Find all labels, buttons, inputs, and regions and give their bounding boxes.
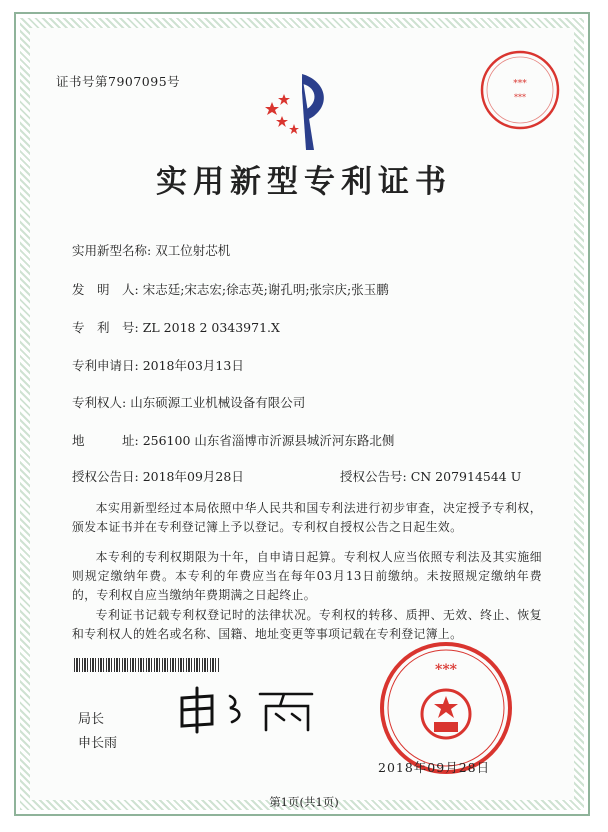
grant-date-value: 2018年09月28日 bbox=[142, 469, 244, 484]
application-date-value: 2018年03月13日 bbox=[142, 358, 244, 373]
paragraph-legal-status: 专利证书记载专利权登记时的法律状况。专利权的转移、质押、无效、终止、恢复和专利权人的姓名或名称、国籍、地址变更等事项记载在专利登记簿上。 bbox=[72, 608, 542, 641]
patent-number-label: 专 利 号: bbox=[72, 320, 139, 335]
director-name: 申长雨 bbox=[78, 736, 118, 751]
patent-number-row bbox=[72, 318, 280, 336]
certificate-number: 证书号第7907095号 bbox=[56, 74, 181, 89]
inventor-label: 发 明 人: bbox=[72, 282, 139, 297]
patentee-value: 山东硕源工业机械设备有限公司 bbox=[130, 395, 306, 410]
page-title: 实用新型专利证书 bbox=[156, 164, 452, 200]
inventor-value: 宋志廷;宋志宏;徐志英;谢孔明;张宗庆;张玉鹏 bbox=[142, 282, 389, 297]
address-value: 256100 山东省淄博市沂源县城沂河东路北侧 bbox=[142, 433, 395, 448]
address-label: 地 址: bbox=[72, 433, 139, 448]
utility-model-name-row bbox=[72, 241, 230, 259]
svg-text:***: *** bbox=[435, 662, 457, 678]
page-number: 第1页(共1页) bbox=[269, 795, 339, 809]
director-signature bbox=[172, 686, 322, 734]
grant-date-label: 授权公告日: bbox=[72, 469, 139, 484]
patentee-label: 专利权人: bbox=[72, 395, 127, 410]
name-value: 双工位射芯机 bbox=[155, 243, 231, 258]
patent-office-logo bbox=[262, 72, 336, 152]
barcode bbox=[74, 658, 219, 672]
national-ip-office-seal bbox=[378, 640, 514, 776]
svg-text:***: *** bbox=[513, 79, 527, 89]
director-title: 局长 bbox=[78, 712, 105, 727]
grant-date-row bbox=[72, 467, 244, 485]
patentee-row bbox=[72, 393, 305, 411]
paragraph-examination: 本实用新型经过本局依照中华人民共和国专利法进行初步审查，决定授予专利权，颁发本证书并在专利登记簿上予以登记。专利权自授权公告之日起生效。 bbox=[72, 501, 542, 534]
grant-number-label: 授权公告号: bbox=[340, 469, 407, 484]
patent-number-value: ZL 2018 2 0343971.X bbox=[142, 320, 280, 335]
svg-text:***: *** bbox=[514, 93, 526, 102]
inventor-row bbox=[72, 280, 389, 298]
seal-date: 2018年09月28日 bbox=[378, 760, 491, 775]
name-label: 实用新型名称: bbox=[72, 243, 152, 258]
grant-number-value: CN 207914544 U bbox=[410, 469, 522, 484]
director-block bbox=[78, 708, 117, 756]
application-date-label: 专利申请日: bbox=[72, 358, 139, 373]
agency-seal-stamp bbox=[478, 48, 562, 132]
address-row bbox=[72, 431, 394, 449]
paragraph-term-and-fees: 本专利的专利权期限为十年，自申请日起算。专利权人应当依照专利法及其实施细则规定缴纳年费。本专利的年费应当在每年03月13日前缴纳。未按照规定缴纳年费的，专利权自应当缴纳年费期满之日起终止。 bbox=[72, 550, 542, 602]
grant-number-row bbox=[340, 467, 521, 485]
application-date-row bbox=[72, 356, 244, 374]
